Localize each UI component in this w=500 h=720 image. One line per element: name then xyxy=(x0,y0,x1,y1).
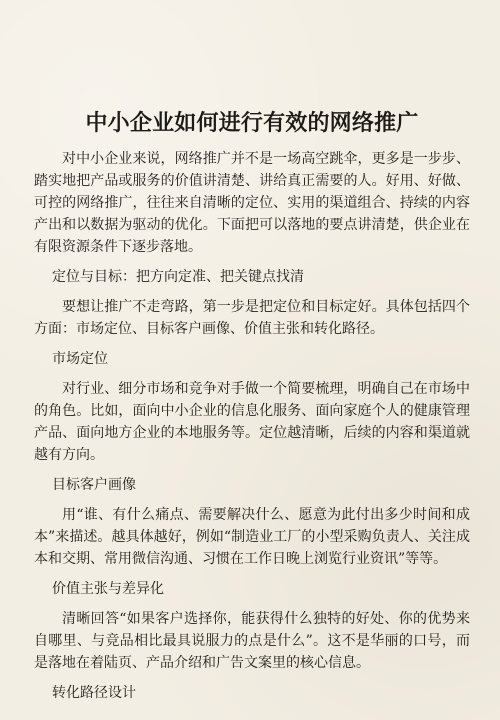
persona-paragraph: 用“谁、有什么痛点、需要解决什么、愿意为此付出多少时间和成本”来描述。越具体越好，例如“制造业工厂的小型采购负责人、关注成本和交期、常用微信沟通、习惯在工作日晚上浏览行业资讯”等等。 xyxy=(34,507,470,567)
value-paragraph: 清晰回答“如果客户选择你，能获得什么独特的好处、你的优势来自哪里、与竞品相比最具说服力的点是什么”。这不是华丽的口号，而是落地在着陆页、产品介绍和广告文案里的核心信息。 xyxy=(34,611,470,671)
article xyxy=(34,108,470,712)
article-title: 中小企业如何进行有效的网络推广 xyxy=(85,110,419,136)
intro-paragraph: 对中小企业来说，网络推广并不是一场高空跳伞，更多是一步步、踏实地把产品或服务的价值讲清楚、讲给真正需要的人。好用、好做、可控的网络推广，往往来自清晰的定位、实用的渠道组合、持续的内容产出和以数据为驱动的优化。下面把可以落地的要点讲清楚，供企业在有限资源条件下逐步落地。 xyxy=(34,151,470,255)
section-heading: 定位与目标：把方向定准、把关键点找清 xyxy=(52,269,304,285)
value-heading: 价值主张与差异化 xyxy=(52,581,164,597)
conversion-heading: 转化路径设计 xyxy=(52,685,136,701)
persona-heading: 目标客户画像 xyxy=(52,477,136,493)
market-heading: 市场定位 xyxy=(52,351,108,367)
market-paragraph: 对行业、细分市场和竞争对手做一个简要梳理，明确自己在市场中的角色。比如，面向中小企业的信息化服务、面向家庭个人的健康管理产品、面向地方企业的本地服务等。定位越清晰，后续的内容和渠道就越有方向。 xyxy=(34,381,470,463)
section-intro-paragraph: 要想让推广不走弯路，第一步是把定位和目标定好。具体包括四个方面：市场定位、目标客户画像、价值主张和转化路径。 xyxy=(34,299,470,337)
